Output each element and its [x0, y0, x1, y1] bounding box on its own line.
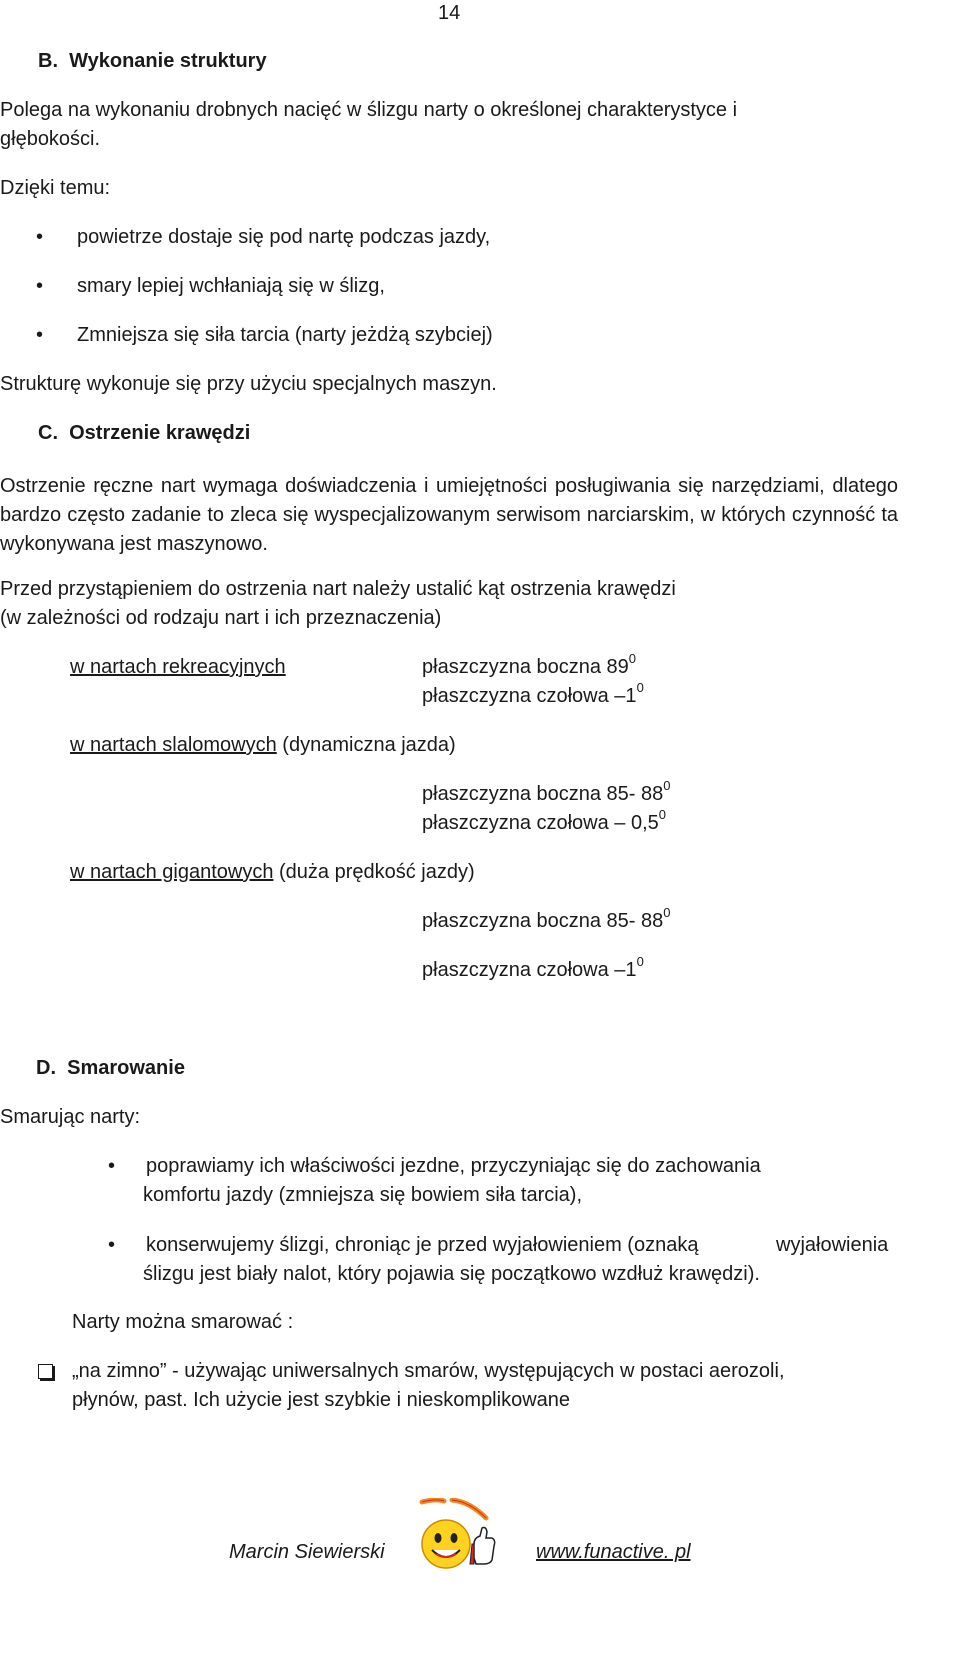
slalomowe-czolowa: płaszczyzna czołowa – $0,5^0$: [422, 807, 667, 834]
section-d-intro: Smarując narty:: [0, 1106, 141, 1128]
section-c-para2-line1: Przed przystąpieniem do ostrzenia nart należy ustalić kąt ostrzenia krawędzi: [0, 578, 676, 600]
section-c-paragraph: Ostrzenie ręczne nart wymaga doświadczenia i umiejętności posługiwania się narzędziami, dlatego bardzo często zadanie to zleca się wyspecjalizowanym serwisom narciarskim, w których czynność ta wykonywana jest maszynowo.: [0, 475, 898, 555]
list-item-continuation: ślizgu jest biały nalot, który pojawia się początkowo wzdłuż krawędzi).: [143, 1263, 760, 1285]
section-b-heading: B. Wykonanie struktury: [38, 50, 267, 72]
list-item: smary lepiej wchłaniają się w ślizg,: [77, 275, 385, 297]
slalomowe-boczna: płaszczyzna boczna 85- $88^0$: [422, 778, 671, 805]
list-item: powietrze dostaje się pod nartę podczas jazdy,: [77, 226, 491, 248]
section-c-heading: C. Ostrzenie krawędzi: [38, 422, 251, 444]
methods-intro: Narty można smarować :: [72, 1311, 294, 1333]
section-c-para2-line2: (w zależności od rodzaju nart i ich przeznaczenia): [0, 607, 442, 629]
rekreacyjne-label: w nartach rekreacyjnych: [70, 656, 286, 678]
section-b-intro-line2: głębokości.: [0, 128, 101, 150]
bullet-icon: •: [108, 1234, 116, 1256]
gigantowe-boczna: płaszczyzna boczna 85- $88^0$: [422, 905, 671, 932]
section-b-intro-line1: Polega na wykonaniu drobnych nacięć w ślizgu narty o określonej charakterystyce i: [0, 99, 738, 121]
rekreacyjne-czolowa: płaszczyzna czołowa $-1^0$: [422, 680, 644, 707]
list-item: Zmniejsza się siła tarcia (narty jeżdżą szybciej): [77, 324, 493, 346]
list-item-continuation: komfortu jazdy (zmniejsza się bowiem siła tarcia),: [143, 1184, 583, 1206]
section-d-heading: D. Smarowanie: [36, 1057, 185, 1079]
list-item-tail: wyjałowienia: [776, 1234, 889, 1256]
bullet-icon: •: [36, 275, 44, 297]
method-line2: płynów, past. Ich użycie jest szybkie i nieskomplikowane: [72, 1389, 571, 1411]
funactive-logo: [408, 1498, 500, 1574]
gigantowe-label: w nartach gigantowych (duża prędkość jazdy): [70, 861, 475, 883]
list-item: poprawiamy ich właściwości jezdne, przyczyniając się do zachowania: [146, 1155, 761, 1177]
footer-website-link[interactable]: www.funactive. pl: [536, 1541, 691, 1563]
bullet-icon: •: [36, 226, 44, 248]
gigantowe-czolowa: płaszczyzna czołowa $-1^0$: [422, 954, 644, 981]
page-number: 14: [438, 2, 461, 24]
checkbox-icon: [38, 1364, 53, 1379]
bullet-icon: •: [36, 324, 44, 346]
smiley-logo-icon: [408, 1498, 500, 1574]
section-b-thanks: Dzięki temu:: [0, 177, 111, 199]
list-item: konserwujemy ślizgi, chroniąc je przed wyjałowieniem (oznaką: [146, 1234, 699, 1256]
rekreacyjne-boczna: płaszczyzna boczna $89^0$: [422, 651, 637, 678]
bullet-icon: •: [108, 1155, 116, 1177]
method-line1: „na zimno” - używając uniwersalnych smarów, występujących w postaci aerozoli,: [72, 1360, 785, 1382]
section-b-closing: Strukturę wykonuje się przy użyciu specjalnych maszyn.: [0, 373, 497, 395]
slalomowe-label: w nartach slalomowych (dynamiczna jazda): [70, 734, 456, 756]
footer-author: Marcin Siewierski: [229, 1541, 385, 1563]
